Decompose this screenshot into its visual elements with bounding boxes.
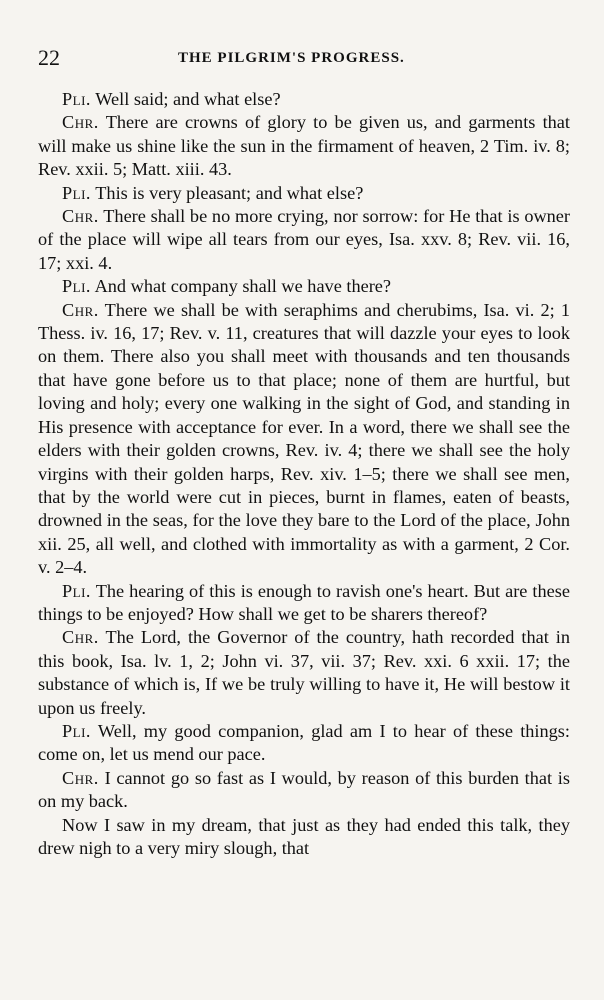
speaker-label: Pli.	[62, 580, 92, 601]
speaker-label: Chr.	[62, 627, 99, 648]
body-text	[38, 88, 570, 860]
paragraph	[38, 182, 570, 205]
paragraph-text: I cannot go so fast as I would, by reason of this burden that is on my back.	[38, 767, 571, 812]
speaker-label: Chr.	[62, 206, 99, 227]
page-number: 22	[38, 45, 60, 70]
paragraph	[38, 720, 570, 767]
speaker-label: Chr.	[62, 112, 99, 133]
paragraph-text: There shall be no more crying, nor sorrow: for He that is owner of the place will wipe all tears from our eyes, Isa. xxv. 8; Rev. vii. 16, 17; xxi. 4.	[38, 206, 570, 273]
paragraph-text: There are crowns of glory to be given us, and garments that will make us shine like the sun in the firmament of heaven, 2 Tim. iv. 8; Rev. xxii. 5; Matt. xiii. 43.	[38, 112, 570, 180]
speaker-label: Pli.	[62, 720, 92, 741]
speaker-label: Pli.	[62, 182, 92, 203]
paragraph	[38, 814, 570, 861]
running-title: THE PILGRIM'S PROGRESS.	[178, 50, 405, 66]
paragraph	[38, 767, 570, 814]
paragraph-text: The Lord, the Governor of the country, hath recorded that in this book, Isa. lv. 1, 2; John vi. 37, vii. 37; Rev. xxi. 6 xxii. 17; the substance of which is, If we be truly willing to have it, He will bestow it upon us freely.	[38, 627, 570, 718]
paragraph-text: And what company shall we have there?	[94, 276, 392, 297]
paragraph-text: The hearing of this is enough to ravish one's heart. But are these things to be enjoyed? How shall we get to be sharers thereof?	[38, 580, 570, 624]
speaker-label: Chr.	[62, 299, 99, 320]
paragraph-text: There we shall be with seraphims and cherubims, Isa. vi. 2; 1 Thess. iv. 16, 17; Rev. v. 11, creatures that will dazzle your eyes to look on them. There also you shall meet with thousands and ten thousands that have gone before us to that place; none of them are hurtful, but loving and holy; every one walking in the sight of God, and standing in His presence with acceptance for ever. In a word, there we shall see the elders with their golden crowns, Rev. iv. 4; there we shall see the holy virgins with their golden harps, Rev. xiv. 1–5; there we shall see men, that by the world were cut in pieces, burnt in flames, eaten of beasts, drowned in the seas, for the love they bare to the Lord of the place, John xii. 25, all well, and clothed with immortality as with a garment, 2 Cor. v. 2–4.	[38, 299, 570, 578]
paragraph	[38, 299, 570, 580]
paragraph	[38, 626, 570, 720]
paragraph	[38, 275, 570, 298]
speaker-label: Pli.	[62, 89, 92, 109]
paragraph-text: Well said; and what else?	[95, 89, 281, 109]
paragraph	[38, 205, 570, 275]
page-header	[38, 44, 570, 72]
speaker-label: Chr.	[62, 767, 99, 788]
paragraph	[38, 111, 570, 181]
paragraph-text: Now I saw in my dream, that just as they had ended this talk, they drew nigh to a very miry slough, that	[38, 814, 570, 858]
paragraph-text: This is very pleasant; and what else?	[95, 182, 364, 203]
paragraph	[38, 88, 570, 111]
paragraph-text: Well, my good companion, glad am I to hear of these things: come on, let us mend our pace.	[38, 720, 570, 765]
paragraph	[38, 580, 570, 627]
speaker-label: Pli.	[62, 276, 92, 297]
